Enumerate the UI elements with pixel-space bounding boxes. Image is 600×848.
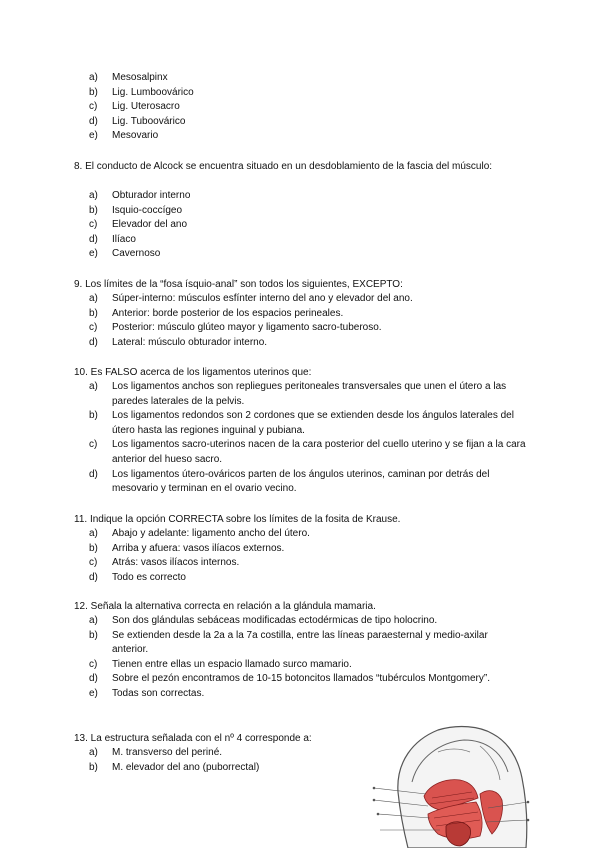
- option-item[interactable]: e) Cavernoso: [89, 248, 161, 260]
- option-item[interactable]: a) Obturador interno: [89, 190, 191, 201]
- option-item[interactable]: a) Mesosalpinx: [89, 72, 168, 83]
- option-item[interactable]: d) Ilíaco: [89, 233, 136, 245]
- question-8-options: [89, 189, 190, 262]
- option-item[interactable]: b) Anterior: borde posterior de los espacios perineales.: [89, 307, 344, 319]
- option-item[interactable]: b) M. elevador del ano (puborrectal): [89, 761, 260, 773]
- option-item[interactable]: d) Lateral: músculo obturador interno.: [89, 336, 268, 348]
- question-9-text: 9. Los límites de la “fosa ísquio-anal” son todos los siguientes, EXCEPTO:: [74, 279, 403, 290]
- option-item[interactable]: d) Todo es correcto: [89, 571, 186, 583]
- option-item[interactable]: c) Posterior: músculo glúteo mayor y ligamento sacro-tuberoso.: [89, 322, 382, 334]
- option-item[interactable]: c) Los ligamentos sacro-uterinos nacen de la cara posterior del cuello uterino y se fijan a la cara anterior del hueso sacro.: [89, 439, 526, 465]
- question-10-options: [89, 380, 526, 497]
- option-item[interactable]: a) M. transverso del periné.: [89, 747, 223, 758]
- question-13-text: 13. La estructura señalada con el nº 4 corresponde a:: [74, 733, 312, 744]
- option-item[interactable]: c) Elevador del ano: [89, 219, 188, 231]
- option-item[interactable]: b) Se extienden desde la 2a a la 7a costilla, entre las líneas paraesternal y medio-axilar anterior.: [89, 629, 488, 656]
- pelvic-floor-illustration: [368, 722, 533, 848]
- question-13-options: [89, 746, 359, 775]
- option-item[interactable]: d) Lig. Tuboovárico: [89, 115, 186, 127]
- question-12-options: [89, 614, 526, 702]
- option-item[interactable]: e) Mesovario: [89, 130, 159, 142]
- option-item[interactable]: e) Todas son correctas.: [89, 687, 205, 699]
- prev-question-options: [89, 71, 194, 144]
- option-item[interactable]: a) Los ligamentos anchos son repliegues peritoneales transversales que unen el útero a las paredes laterales de la pelvis.: [89, 381, 507, 407]
- option-item[interactable]: d) Sobre el pezón encontramos de 10-15 botoncitos llamados “tubérculos Montgomery”.: [89, 673, 490, 685]
- option-item[interactable]: c) Atrás: vasos ilíacos internos.: [89, 557, 240, 569]
- question-11-options: [89, 527, 526, 585]
- option-item[interactable]: b) Arriba y afuera: vasos ilíacos externos.: [89, 542, 285, 554]
- option-item[interactable]: c) Lig. Uterosacro: [89, 101, 180, 113]
- option-item[interactable]: c) Tienen entre ellas un espacio llamado surco mamario.: [89, 658, 352, 670]
- option-item[interactable]: d) Los ligamentos útero-ováricos parten de los ángulos uterinos, caminan por detrás del mesovario y terminan en el ovario vecino.: [89, 468, 490, 495]
- question-12-text: 12. Señala la alternativa correcta en relación a la glándula mamaria.: [74, 601, 376, 612]
- question-8-text: 8. El conducto de Alcock se encuentra situado en un desdoblamiento de la fascia del músculo:: [74, 161, 493, 172]
- option-item[interactable]: a) Abajo y adelante: ligamento ancho del útero.: [89, 528, 310, 539]
- option-item[interactable]: a) Son dos glándulas sebáceas modificadas ectodérmicas de tipo holocrino.: [89, 615, 438, 626]
- question-11-text: 11. Indique la opción CORRECTA sobre los límites de la fosita de Krause.: [74, 514, 401, 525]
- question-9-options: [89, 292, 529, 350]
- option-item[interactable]: b) Isquio-coccígeo: [89, 204, 183, 216]
- question-10-text: 10. Es FALSO acerca de los ligamentos uterinos que:: [74, 367, 312, 378]
- option-item[interactable]: a) Súper-interno: músculos esfínter interno del ano y elevador del ano.: [89, 293, 413, 304]
- option-item[interactable]: b) Los ligamentos redondos son 2 cordones que se extienden desde los ángulos laterales del útero hasta las regiones inguinal y pubiana.: [89, 410, 514, 436]
- pelvic-floor-figure: [368, 722, 533, 848]
- option-item[interactable]: b) Lig. Lumboovárico: [89, 86, 194, 98]
